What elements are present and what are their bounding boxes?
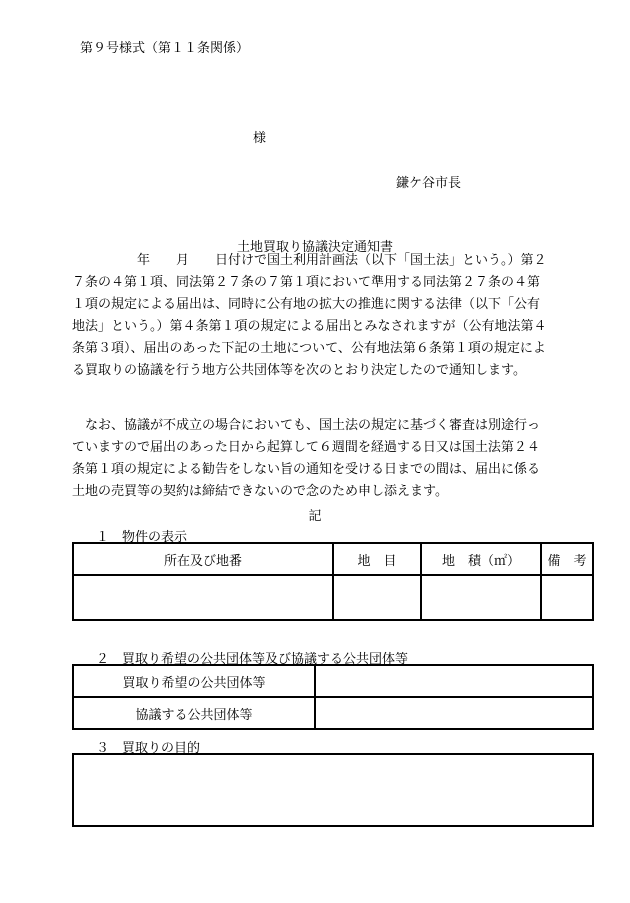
paragraph-line: 地法」という。）第４条第１項の規定による届出とみなされますが（公有地法第４ (72, 319, 547, 334)
section-1-title: １ 物件の表示 (96, 530, 188, 545)
purpose-field[interactable] (72, 753, 594, 827)
cell-land-category[interactable] (333, 575, 421, 620)
addressee-suffix: 様 (253, 131, 267, 146)
column-header-area: 地 積（㎡） (421, 543, 541, 575)
public-entity-table (72, 664, 594, 730)
section-3-title: ３ 買取りの目的 (96, 741, 201, 756)
cell-area[interactable] (421, 575, 541, 620)
cell-requesting-entity[interactable] (315, 665, 593, 697)
cell-remarks[interactable] (541, 575, 593, 620)
form-number: 第９号様式（第１１条関係） (80, 41, 250, 56)
paragraph-line: 年 月 日付けで国土利用計画法（以下「国土法」という。）第２ (72, 253, 547, 268)
document-title: 土地買取り協議決定通知書 (236, 240, 393, 255)
column-header-land-category: 地 目 (333, 543, 421, 575)
table-row (73, 697, 593, 729)
paragraph-line: ていますので届出のあった日から起算して６週間を経過する日又は国土法第２４ (72, 440, 540, 455)
paragraph-line: 条第１項の規定による勧告をしない旨の通知を受ける日までの間は、届出に係る (72, 462, 541, 477)
issuer-name: 鎌ケ谷市長 (396, 176, 462, 191)
cell-location[interactable] (73, 575, 333, 620)
body-paragraph-2 (72, 415, 552, 503)
paragraph-line: なお、協議が不成立の場合においても、国土法の規定に基づく審査は別途行っ (72, 418, 541, 433)
property-table (72, 542, 594, 621)
row-label-negotiating-entity: 協議する公共団体等 (73, 697, 315, 729)
table-header-row (73, 543, 593, 575)
section-2-title: ２ 買取り希望の公共団体等及び協議する公共団体等 (96, 652, 409, 667)
column-header-location: 所在及び地番 (73, 543, 333, 575)
row-label-requesting-entity: 買取り希望の公共団体等 (73, 665, 315, 697)
table-row (73, 665, 593, 697)
cell-negotiating-entity[interactable] (315, 697, 593, 729)
paragraph-line: ７条の４第１項、同法第２７条の７第１項において準用する同法第２７条の４第 (72, 275, 541, 290)
column-header-remarks: 備 考 (541, 543, 593, 575)
paragraph-line: 条第３項）、届出のあった下記の土地について、公有地法第６条第１項の規定によ (72, 341, 546, 356)
body-paragraph-1 (72, 250, 552, 382)
paragraph-line: １項の規定による届出は、同時に公有地の拡大の推進に関する法律（以下「公有 (72, 297, 541, 312)
paragraph-line: 土地の売買等の契約は締結できないので念のため申し添えます。 (72, 484, 448, 499)
paragraph-line: る買取りの協議を行う地方公共団体等を次のとおり決定したので通知します。 (72, 363, 526, 378)
ki-heading: 記 (308, 509, 322, 524)
table-row (73, 575, 593, 620)
